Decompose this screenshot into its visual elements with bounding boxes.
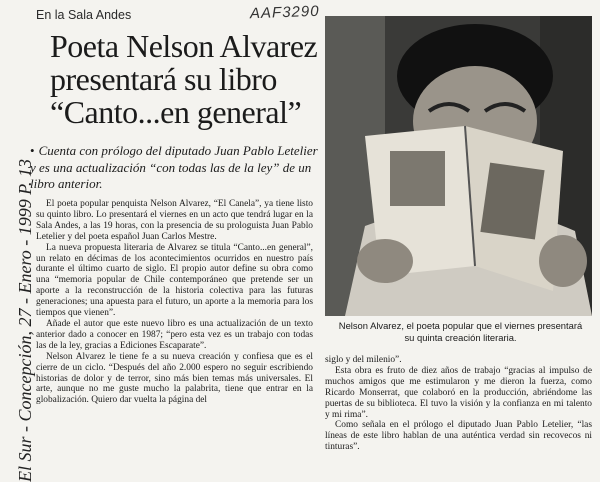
side-annotation: El Sur - Concepción, 27 - Enero - 1999 P. 13	[15, 159, 35, 482]
right-column	[325, 355, 592, 453]
section-kicker: En la Sala Andes	[36, 8, 132, 22]
subhead-text: Cuenta con prólogo del diputado Juan Pablo Letelier y es una actualización “con todas las de la ley” de un libro anterior.	[30, 143, 318, 191]
paragraph: Esta obra es fruto de diez años de trabajo “gracias al impulso de muchos amigos que me estimularon y me dieron la fuerza, como Ricardo Monserrat, que colaboró en la producción, abriéndome las puertas de su biblioteca. El tuvo la visión y la confianza en mi talento y mi rima”.	[325, 365, 592, 420]
side-annotation-area	[4, 30, 35, 482]
paragraph: siglo y del milenio”.	[325, 355, 402, 365]
handwritten-code: AAF3290	[249, 2, 320, 23]
person-reading-book-photo	[325, 16, 592, 316]
subhead	[30, 143, 320, 193]
paragraph: Nelson Alvarez le tiene fe a su nueva creación y confiesa que es el cierre de un ciclo. “Después del año 2.000 espero no seguir escribiendo historias de dolor y de terror, sino más bien temas más universales. El arte, aunque no me guste mucho la palabrita, tiene que entrar en la globalización. Quiero dar vuelta la página del	[36, 351, 313, 406]
paragraph: Como señala en el prólogo el diputado Juan Pablo Letelier, “las líneas de este libro hablan de una auténtica verdad sin recovecos ni tinturas”.	[325, 420, 592, 453]
photo-caption: Nelson Alvarez, el poeta popular que el viernes presentará su quinta creación literaria.	[338, 320, 583, 343]
headline: Poeta Nelson Alvarez presentará su libro “Canto...en general”	[50, 28, 318, 130]
paragraph: La nueva propuesta literaria de Alvarez se titula “Canto...en general”, un relato en décimas de los acontecimientos ocurridos en nuestro país durante el último cuarto de siglo. El propio autor define su obra como una “memoria popular de Chile contemporáneo que pretende ser un aporte a la reconstrucción de la historia colectiva para las futuras generaciones; una apuesta para el futuro, un aporte a la memoria para los tiempos que vienen”.	[36, 242, 313, 319]
left-column	[36, 199, 313, 406]
photo-graphic	[325, 16, 592, 316]
paragraph: El poeta popular penquista Nelson Alvarez, “El Canela”, ya tiene listo su quinto libro. Lo presentará el viernes en un acto que tendrá lugar en la Sala Andes, a las 19 horas, con la presencia de su prologuista Juan Pablo Letelier y del poeta español Juan Carlos Mestre.	[36, 199, 313, 242]
subhead-bullet: •	[30, 143, 35, 158]
paragraph: Añade el autor que este nuevo libro es una actualización de un texto anterior dado a conocer en 1987; “pero esta vez es un trabajo con todas las de la ley, gracias a Ediciones Escaparate”.	[36, 318, 313, 351]
